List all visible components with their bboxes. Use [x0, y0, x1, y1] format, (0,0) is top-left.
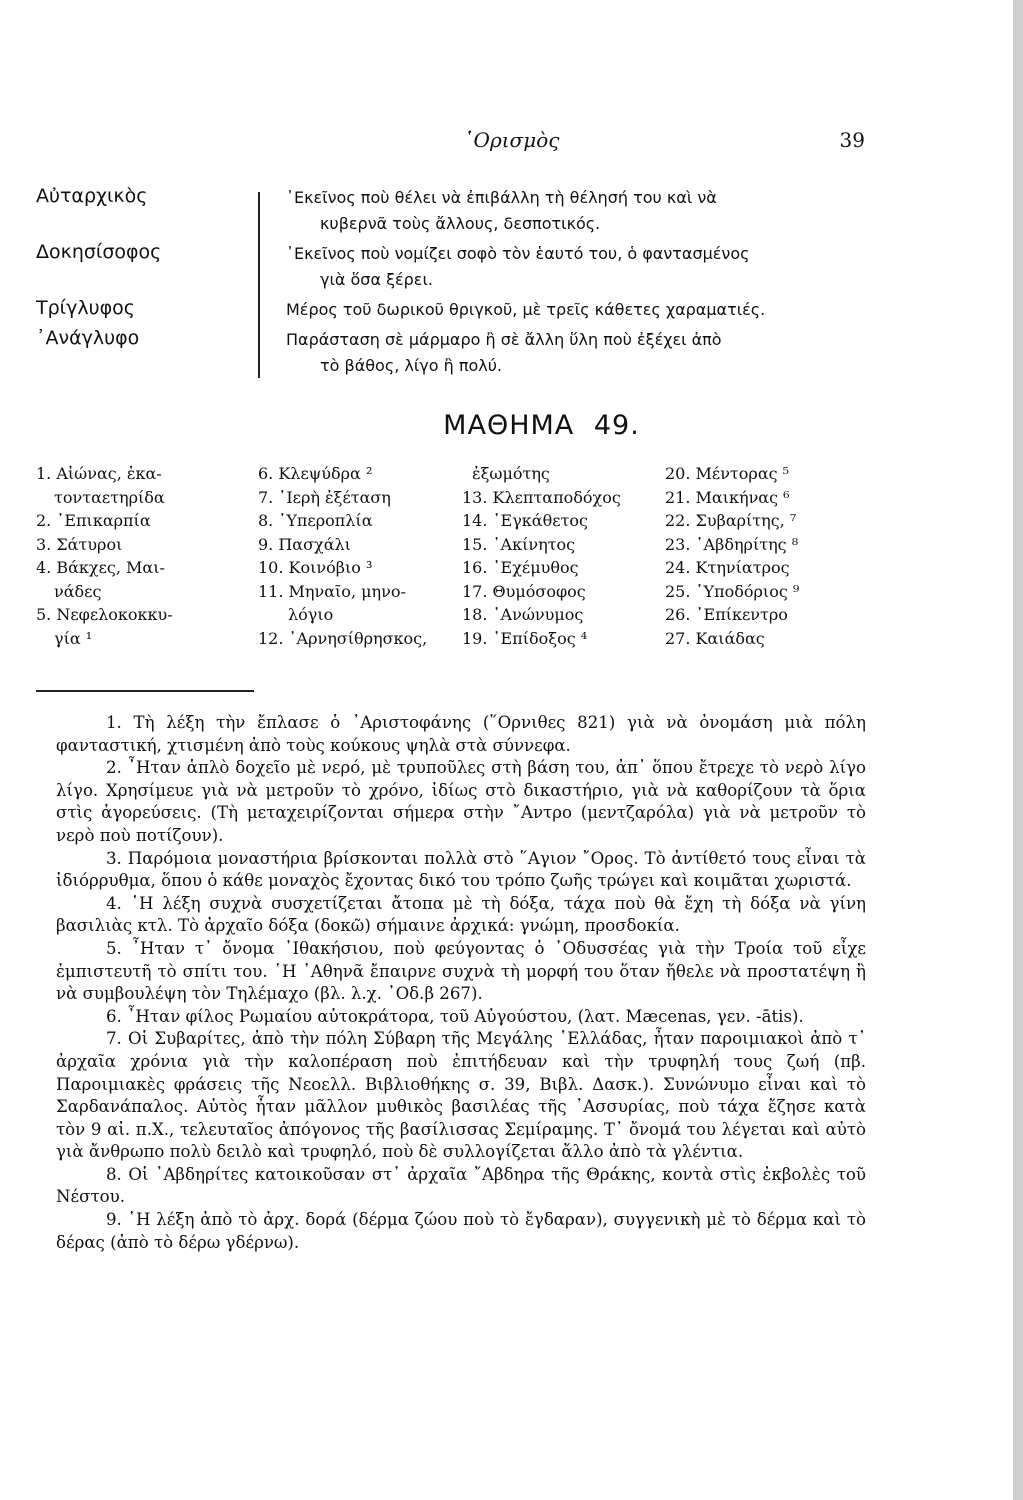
lesson-title: [0, 410, 1023, 441]
vocab-item: 1. Αἰώνας, ἑκα-: [36, 464, 162, 483]
definition-row: [36, 185, 866, 237]
definition-line: ᾿Εκεῖνος ποὺ νομίζει σοφὸ τὸν ἑαυτό του, ὁ φαντασμένος: [286, 244, 750, 263]
vocab-item: 8. ῾Υπεροπλία: [258, 511, 373, 530]
vocab-item: 17. Θυμόσοφος: [462, 581, 586, 601]
vocab-column-4: [665, 462, 865, 650]
definition-line: τὸ βάθος, λίγο ἢ πολύ.: [320, 356, 503, 375]
vocab-item: 3. Σάτυροι: [36, 534, 123, 554]
vocab-item: 24. Κτηνίατρος: [665, 558, 790, 577]
footnote: 5. ῏Ηταν τ᾿ ὄνομα ᾿Ιθακήσιου, ποὺ φεύγοντας ὁ ᾿Οδυσσέας γιὰ τὴν Τροία τοῦ εἶχε ἐμπιστευτῆ τὸ σπίτι του. ῾Η ᾿Αθηνᾶ ἔπαιρνε συχνὰ τὴ μορφή του ὅταν ἤθελε νὰ προστατέψη ἢ νὰ συμβουλέψη τὸν Τηλέμαχο (βλ. λ.χ. ᾿Οδ.β 267).: [56, 938, 866, 1004]
definition-line: γιὰ ὅσα ξέρει.: [320, 270, 433, 289]
footnote: 9. ῾Η λέξη ἀπὸ τὸ ἀρχ. δορά (δέρμα ζώου ποὺ τὸ ἔγδαραν), συγγενικὴ μὲ τὸ δέρμα καὶ τὸ δέρας (ἀπὸ τὸ δέρω γδέρνω).: [56, 1210, 866, 1252]
definition-term: ᾿Ανάγλυφο: [36, 327, 140, 349]
vocab-item: 6. Κλεψύδρα ²: [258, 464, 373, 483]
footnote: 7. Οἱ Συβαρίτες, ἀπὸ τὴν πόλη Σύβαρη τῆς Μεγάλης ῾Ελλάδας, ἦταν παροιμιακοὶ ἀπὸ τ᾿ ἀρχαῖα χρόνια γιὰ τὴν καλοπέραση ποὺ ἐπιτήδευαν καὶ τὴν τρυφηλή τους ζωή (πβ. Παροιμιακὲς φράσεις τῆς Νεοελλ. Βιβλιοθήκης σ. 39, Βιβλ. Δασκ.). Συνώνυμο εἶναι καὶ τὸ Σαρδανάπαλος. Αὐτὸς ἦταν μᾶλλον μυθικὸς βασιλέας τῆς ᾿Ασσυρίας, ποὺ τάχα ἔζησε κατὰ τὸν 9 αἰ. π.Χ., τελευταῖος ἀπόγονος τῆς βασίλισσας Σεμίραμης. Τ᾿ ὄνομά του λέγεται καὶ αὐτὸ γιὰ ἄνθρωπο πολὺ δειλὸ καὶ τρυφηλό, ποὺ δὲ συλλογίζεται ἄλλο ἀπὸ τὰ γλέντια.: [56, 1029, 866, 1162]
vocab-item: ἐξωμότης: [472, 464, 550, 483]
definition-text: [286, 241, 866, 293]
vocab-item: 27. Καιάδας: [665, 628, 765, 648]
footnotes: [56, 712, 866, 1254]
definition-term: Τρίγλυφος: [36, 297, 135, 319]
vocab-item: 16. ᾿Εχέμυθος: [462, 558, 579, 577]
vocab-item: 11. Μηναῖο, μηνο-: [258, 581, 406, 601]
footnote: 2. ῏Ηταν ἁπλὸ δοχεῖο μὲ νερό, μὲ τρυποῦλες στὴ βάση του, ἀπ᾿ ὅπου ἔτρεχε τὸ νερὸ λίγο λίγο. Χρησίμευε γιὰ νὰ μετροῦν τὸ χρόνο, ἰδίως στὸ δικαστήριο, γιὰ νὰ καθορίζουν τὰ ὅρια στὶς ἀγορεύσεις. (Τὴ μεταχειρίζονται σήμερα στὴν ῎Αντρο (μεντζαρόλα) γιὰ νὰ μετροῦν τὸ νερὸ ποὺ ποτίζουν).: [56, 758, 866, 845]
vocab-item: 10. Κοινόβιο ³: [258, 558, 373, 577]
page-number: 39: [839, 128, 865, 152]
lesson-label: ΜΑΘΗΜΑ: [443, 410, 575, 441]
definition-term: Αὐταρχικὸς: [36, 185, 148, 207]
vocab-item: 13. Κλεπταποδόχος: [462, 487, 621, 507]
vocab-item: 19. ᾿Επίδοξος ⁴: [462, 628, 588, 648]
vocab-item: λόγιο: [288, 605, 334, 624]
vocab-item: 23. ᾿Αβδηρίτης ⁸: [665, 534, 799, 554]
lesson-number: 49.: [593, 410, 640, 441]
definition-line: ᾿Εκεῖνος ποὺ θέλει νὰ ἐπιβάλλη τὴ θέλησή του καὶ νὰ: [286, 188, 717, 207]
definition-line: Μέρος τοῦ δωρικοῦ θριγκοῦ, μὲ τρεῖς κάθετες χαραματιές.: [286, 300, 766, 319]
vocab-column-3: [462, 462, 662, 650]
running-header: ῾Ορισμὸς: [463, 128, 560, 152]
footnote: 8. Οἱ ᾿Αβδηρίτες κατοικοῦσαν στ᾿ ἀρχαῖα ῎Αβδηρα τῆς Θράκης, κοντὰ στὶς ἐκβολὲς τοῦ Νέστου.: [56, 1164, 866, 1207]
definition-text: [286, 297, 866, 323]
vocab-item: 2. ᾿Επικαρπία: [36, 511, 151, 530]
vocab-item: 26. ᾿Επίκεντρο: [665, 605, 788, 624]
definition-row: [36, 241, 866, 293]
vocab-item: 15. ᾿Ακίνητος: [462, 534, 576, 554]
vocab-column-2: [258, 462, 458, 650]
footnote-separator: [36, 690, 254, 692]
vocab-item: 18. ᾿Ανώνυμος: [462, 605, 584, 624]
footnote: 1. Τὴ λέξη τὴν ἔπλασε ὁ ᾿Αριστοφάνης (῞Ορνιθες 821) γιὰ νὰ ὀνομάση μιὰ πόλη φανταστική, χτισμένη ἀπὸ τοὺς κούκους ψηλὰ στὰ σύννεφα.: [56, 713, 866, 755]
definitions-block: [36, 185, 866, 383]
definition-term: Δοκησίσοφος: [36, 241, 162, 263]
vocab-item: 5. Νεφελοκοκκυ-: [36, 605, 173, 624]
footnote: 4. ῾Η λέξη συχνὰ συσχετίζεται ἄτοπα μὲ τὴ δόξα, τάχα ποὺ θὰ ἔχη τὴ δόξα νὰ γίνη βασιλιὰς κτλ. Τὸ ἀρχαῖο δόξα (δοκῶ) σήμαινε ἀρχικά: γνώμη, προσδοκία.: [56, 893, 866, 936]
definition-row: [36, 327, 866, 379]
definition-line: κυβερνᾶ τοὺς ἄλλους, δεσποτικός.: [320, 214, 601, 233]
definition-row: [36, 297, 866, 323]
vocab-column-1: [36, 462, 251, 650]
vocab-item: 9. Πασχάλι: [258, 534, 351, 554]
page-edge: [1013, 0, 1023, 1500]
vocab-item: γία ¹: [54, 628, 93, 648]
footnote: 6. ῏Ηταν φίλος Ρωμαίου αὐτοκράτορα, τοῦ Αὐγούστου, (λατ. Mæcenas, γεν. -ātis).: [106, 1006, 804, 1026]
vocab-item: 14. ᾿Εγκάθετος: [462, 511, 588, 530]
definition-text: [286, 185, 866, 237]
vocab-item: 4. Βάκχες, Μαι-: [36, 558, 165, 577]
footnote: 3. Παρόμοια μοναστήρια βρίσκονται πολλὰ στὸ ῞Αγιον ῎Ορος. Τὸ ἀντίθετό τους εἶναι τὰ ἰδιόρρυθμα, ὅπου ὁ κάθε μοναχὸς ἔχοντας δικό του τρόπο ζωῆς τρώγει καὶ κοιμᾶται χωριστά.: [56, 848, 866, 891]
vocab-item: τονταετηρίδα: [54, 487, 165, 507]
vocab-item: νάδες: [54, 581, 102, 601]
vocab-item: 7. ῾Ιερὴ ἐξέταση: [258, 487, 391, 507]
vocab-item: 21. Μαικήνας ⁶: [665, 487, 790, 507]
definition-text: [286, 327, 866, 379]
vocab-item: 12. ᾿Αρνησίθρησκος,: [258, 628, 428, 648]
vocab-item: 20. Μέντορας ⁵: [665, 464, 790, 483]
definition-line: Παράσταση σὲ μάρμαρο ἢ σὲ ἄλλη ὕλη ποὺ ἐξέχει ἀπὸ: [286, 330, 722, 349]
vocab-item: 25. ῾Υποδόριος ⁹: [665, 581, 800, 601]
vocab-item: 22. Συβαρίτης, ⁷: [665, 511, 797, 530]
